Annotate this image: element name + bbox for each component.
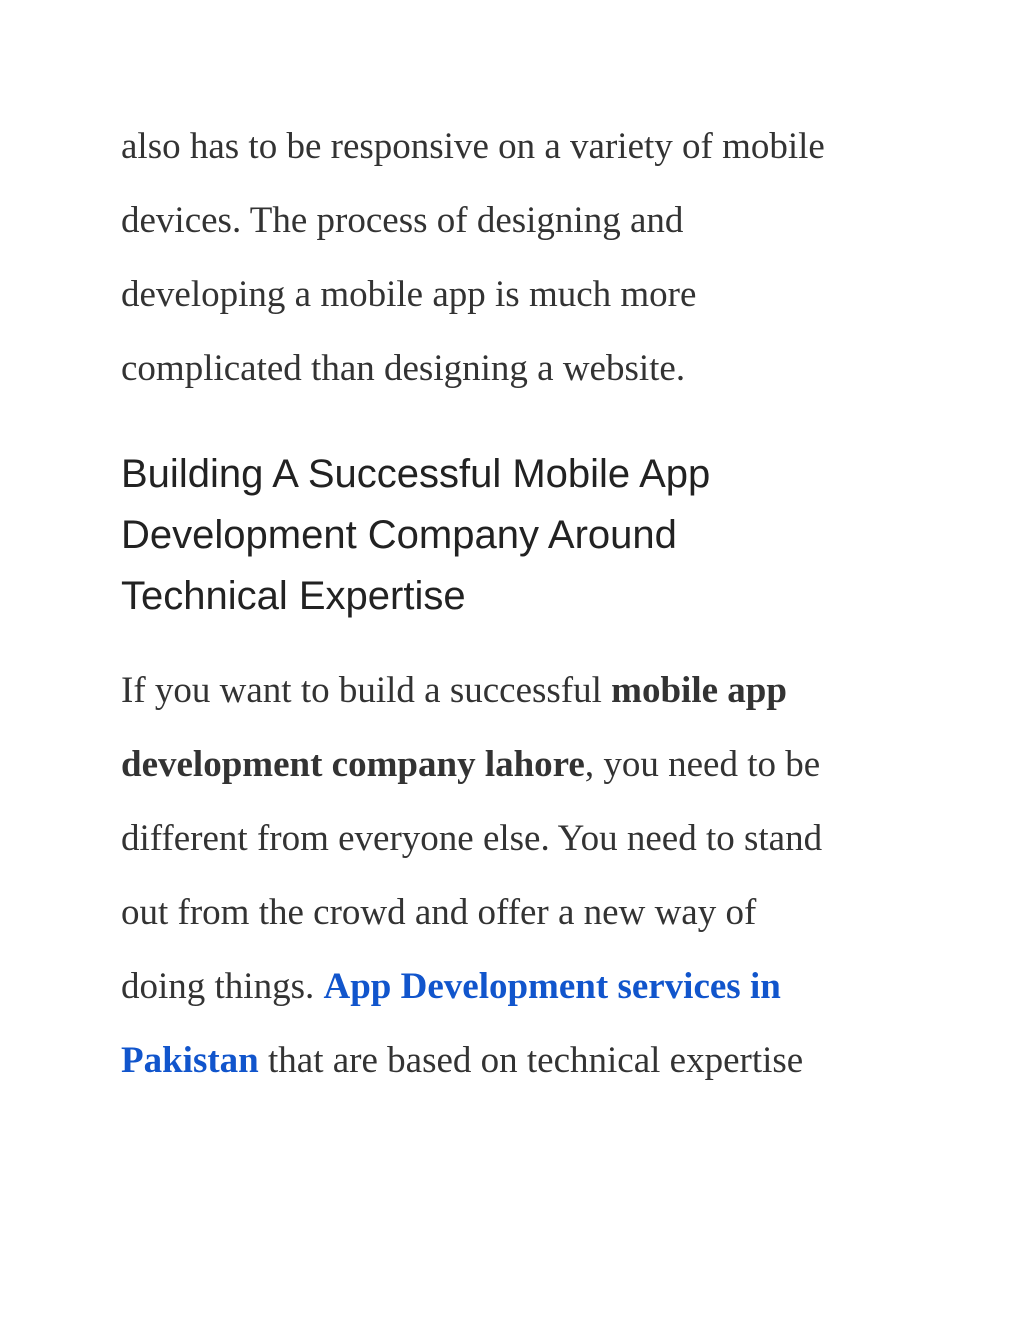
body-paragraph: [121, 654, 921, 1098]
paragraph-text: , you need to be: [584, 744, 821, 785]
app-development-services-link[interactable]: App Development services in: [323, 966, 781, 1007]
paragraph-line: devices. The process of designing and: [121, 200, 684, 241]
section-heading: [121, 444, 921, 627]
paragraph-line: [121, 1024, 921, 1098]
app-development-services-link-continued[interactable]: Pakistan: [121, 1040, 259, 1081]
paragraph-text: doing things.: [121, 966, 324, 1007]
heading-line: Building A Successful Mobile App: [121, 452, 711, 496]
paragraph-line: different from everyone else. You need to stand: [121, 818, 823, 859]
heading-line: Development Company Around: [121, 513, 677, 557]
paragraph-line: complicated than designing a website.: [121, 348, 686, 389]
bold-keyword: development company lahore: [121, 744, 585, 785]
paragraph-line: out from the crowd and offer a new way of: [121, 892, 757, 933]
intro-paragraph: [121, 110, 921, 406]
paragraph-text: If you want to build a successful: [121, 670, 612, 711]
paragraph-line: [121, 728, 921, 802]
paragraph-line: also has to be responsive on a variety of mobile: [121, 126, 825, 167]
heading-line: Technical Expertise: [121, 574, 466, 618]
paragraph-text: that are based on technical expertise: [258, 1040, 804, 1081]
paragraph-line: [121, 950, 921, 1024]
bold-keyword: mobile app: [611, 670, 787, 711]
paragraph-line: [121, 654, 921, 728]
paragraph-line: developing a mobile app is much more: [121, 274, 697, 315]
